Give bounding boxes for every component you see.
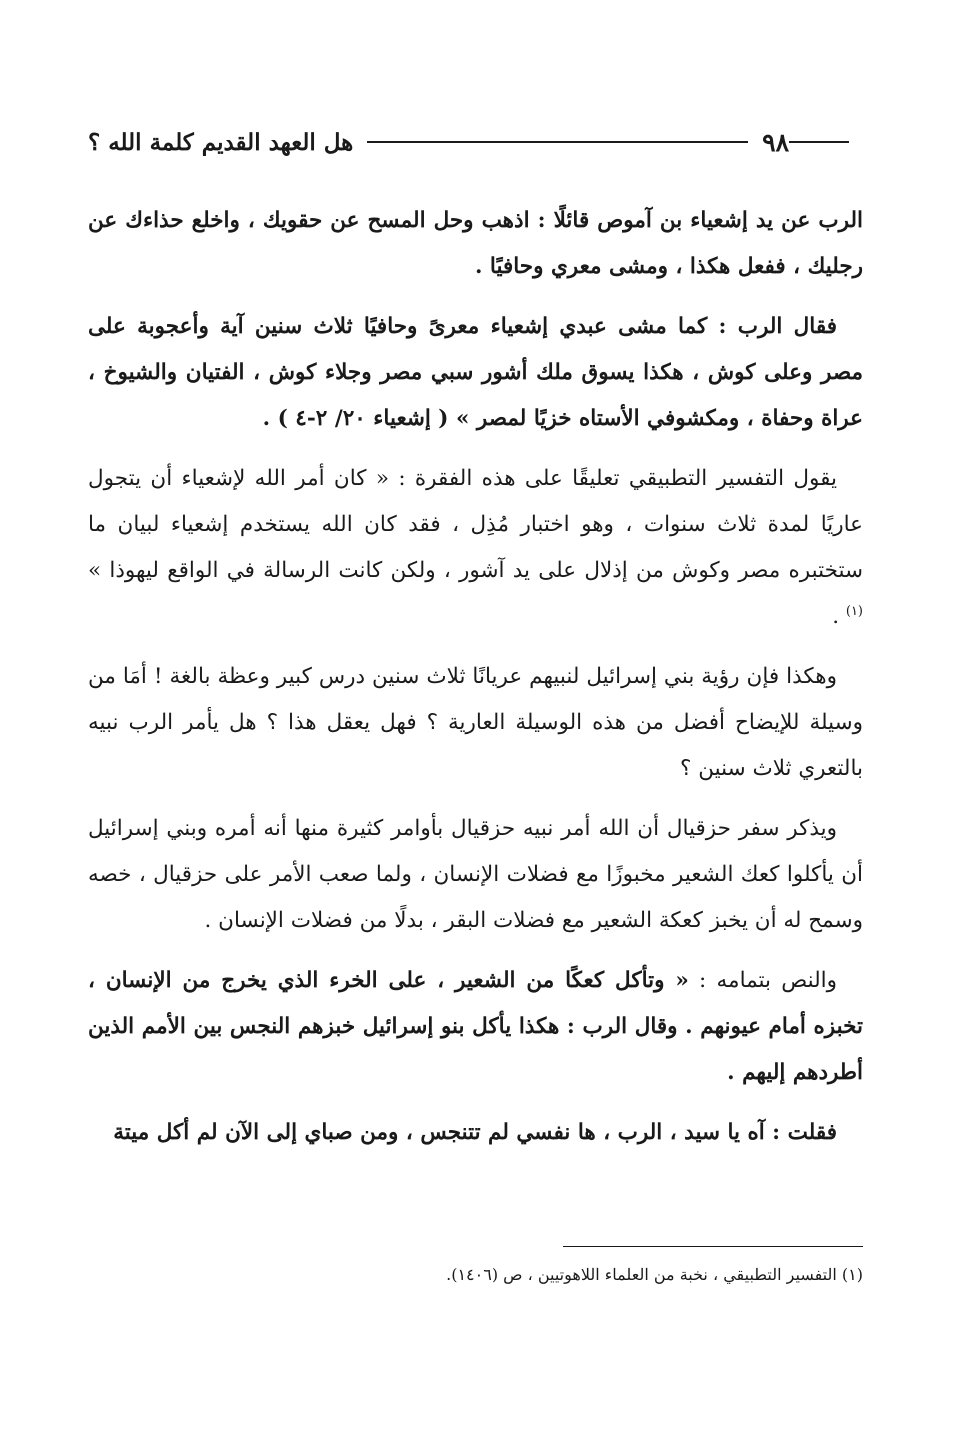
page-number: ٩٨ <box>762 127 789 157</box>
footnote: (١) التفسير التطبيقي ، نخبة من العلماء اللاهوتيين ، ص (١٤٠٦). <box>446 1265 863 1284</box>
running-header <box>88 122 863 162</box>
paragraph-5: ويذكر سفر حزقيال أن الله أمر نبيه حزقيال بأوامر كثيرة منها أنه أمره وبني إسرائيل أن يأكلوا كعك الشعير مخبوزًا مع فضلات الإنسان ، ولما صعب الأمر على حزقيال ، خصه وسمح له أن يخبز كعكة الشعير مع فضلات البقر ، بدلًا من فضلات الإنسان . <box>88 816 863 933</box>
paragraph-2: فقال الرب : كما مشى عبدي إشعياء معرىً وحافيًا ثلاث سنين آية وأعجوبة على مصر وعلى كوش ، هكذا يسوق ملك أشور سبي مصر وجلاء كوش ، الفتيان والشيوخ ، عراة وحفاة ، ومكشوفي الأستاه خزيًا لمصر » ( إشعياء ٢٠/ ٢-٤ ) . <box>88 314 863 431</box>
running-title: هل العهد القديم كلمة الله ؟ <box>88 128 354 156</box>
paragraph-4: وهكذا فإن رؤية بني إسرائيل لنبيهم عريانًا ثلاث سنين درس كبير وعظة بالغة ! أمَا من وسيلة للإيضاح أفضل من هذه الوسيلة العارية ؟ فهل يعقل هذا ؟ هل يأمر الرب نبيه بالتعري ثلاث سنين ؟ <box>88 664 863 781</box>
header-rule-left <box>367 141 748 143</box>
footnote-reference[interactable]: (١) <box>845 603 863 619</box>
paragraph-3 <box>88 456 863 640</box>
header-rule-right <box>789 141 849 143</box>
footnote-separator <box>563 1246 863 1247</box>
paragraph-1: الرب عن يد إشعياء بن آموص قائلًا : اذهب وحل المسح عن حقويك ، واخلع حذاءك عن رجليك ، ففعل هكذا ، ومشى معري وحافيًا . <box>88 208 863 279</box>
paragraph-6-quote: « وتأكل كعكًا من الشعير ، على الخرء الذي يخرج من الإنسان ، تخبزه أمام عيونهم . وقال الرب : هكذا يأكل بنو إسرائيل خبزهم النجس بين الأمم الذين أطردهم إليهم . <box>88 968 863 1085</box>
book-page <box>88 0 863 1446</box>
paragraph-6 <box>88 958 863 1096</box>
body-text <box>88 198 863 1170</box>
paragraph-3-tail: . <box>832 604 846 629</box>
paragraph-6-lead: والنص بتمامه : <box>688 968 837 993</box>
paragraph-7: فقلت : آه يا سيد ، الرب ، ها نفسي لم تتنجس ، ومن صباي إلى الآن لم أكل ميتة <box>113 1120 837 1145</box>
paragraph-3-text: يقول التفسير التطبيقي تعليقًا على هذه الفقرة : « كان أمر الله لإشعياء أن يتجول عاريًا لمدة ثلاث سنوات ، وهو اختبار مُذِل ، فقد كان الله يستخدم إشعياء لبيان ما ستختبره مصر وكوش من إذلال على يد آشور ، ولكن كانت الرسالة في الواقع ليهوذا » <box>88 466 863 583</box>
